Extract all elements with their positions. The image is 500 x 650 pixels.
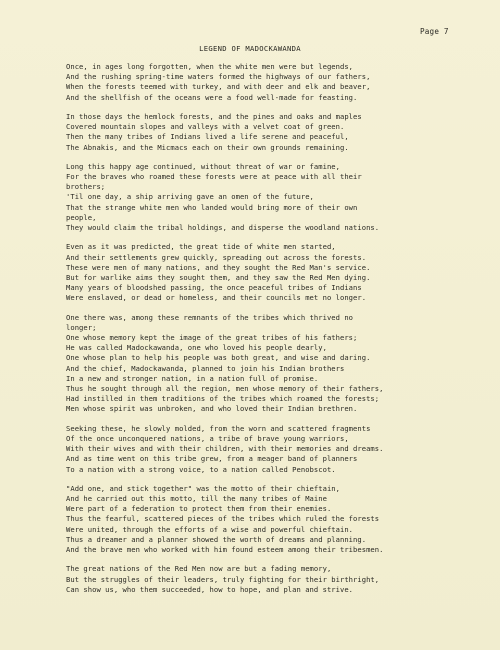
poem-line: These were men of many nations, and they sought the Red Man's service.: [66, 262, 371, 272]
poem-line: longer;: [66, 322, 97, 332]
poem-line: And the shellfish of the oceans were a food well-made for feasting.: [66, 92, 358, 102]
poem-line: One whose plan to help his people was both great, and wise and daring.: [66, 353, 371, 363]
poem-line: Once, in ages long forgotten, when the white men were but legends,: [66, 62, 354, 71]
poem-line: But for warlike aims they sought them, and they saw the Red Men dying.: [66, 272, 371, 282]
poem-line: Thus a dreamer and a planner showed the worth of dreams and planning.: [66, 534, 367, 544]
poem-body: [66, 62, 496, 604]
stanza: [66, 162, 496, 233]
poem-line: Thus he sought through all the region, men whose memory of their fathers,: [66, 384, 384, 393]
poem-line: Were part of a federation to protect them from their enemies.: [66, 504, 332, 514]
poem-line: The great nations of the Red Men now are but a fading memory,: [66, 564, 332, 574]
poem-line: Thus the fearful, scattered pieces of the tribes which ruled the forests: [66, 514, 380, 524]
stanza: [66, 424, 496, 475]
poem-line: And the brave men who worked with him found esteem among their tribesmen.: [66, 545, 384, 554]
poem-line: One whose memory kept the image of the great tribes of his fathers;: [66, 333, 358, 343]
poem-line: But the struggles of their leaders, truly fighting for their birthright,: [66, 574, 380, 584]
poem-line: And the rushing spring-time waters formed the highways of our fathers,: [66, 72, 371, 82]
page-number: Page 7: [420, 27, 449, 36]
poem-line: When the forests teemed with turkey, and with deer and elk and beaver,: [66, 82, 371, 92]
poem-line: The Abnakis, and the Micmacs each on their own grounds remaining.: [66, 142, 349, 152]
poem-line: "Add one, and stick together" was the motto of their chieftain,: [66, 483, 340, 493]
stanza: [66, 112, 496, 153]
poem-line: That the strange white men who landed would bring more of their own: [66, 202, 358, 212]
poem-line: He was called Madockawanda, one who loved his people dearly,: [66, 343, 327, 353]
stanza: [66, 242, 496, 303]
stanza: [66, 564, 496, 595]
poem-line: Had instilled in them traditions of the tribes which roamed the forests;: [66, 394, 380, 404]
poem-line: They would claim the tribal holdings, and disperse the woodland nations.: [66, 223, 380, 232]
poem-line: Were enslaved, or dead or homeless, and their councils met no longer.: [66, 293, 367, 303]
poem-line: people,: [66, 212, 97, 222]
poem-line: 'Til one day, a ship arriving gave an omen of the future,: [66, 192, 314, 202]
stanza: [66, 484, 496, 555]
poem-line: In a new and stronger nation, in a nation full of promise.: [66, 373, 319, 383]
poem-title: LEGEND OF MADOCKAWANDA: [199, 44, 301, 53]
poem-line: With their wives and with their children, with their memories and dreams.: [66, 444, 384, 454]
poem-line: Covered mountain slopes and valleys with a velvet coat of green.: [66, 122, 345, 132]
poem-line: Many years of bloodshed passing, the once peaceful tribes of Indians: [66, 283, 362, 293]
poem-line: And as time went on this tribe grew, from a meager band of planners: [66, 454, 358, 464]
poem-line: Long this happy age continued, without threat of war or famine,: [66, 161, 340, 171]
poem-line: And he carried out this motto, till the many tribes of Maine: [66, 494, 327, 504]
poem-line: Were united, through the efforts of a wise and powerful chieftain.: [66, 524, 354, 534]
poem-line: Then the many tribes of Indians lived a life serene and peaceful,: [66, 132, 349, 142]
poem-line: One there was, among these remnants of the tribes which thrived no: [66, 312, 354, 322]
poem-line: For the braves who roamed these forests were at peace with all their: [66, 172, 362, 182]
stanza: [66, 313, 496, 415]
poem-line: Men whose spirit was unbroken, and who loved their Indian brethren.: [66, 404, 358, 414]
poem-line: brothers;: [66, 182, 106, 192]
poem-line: In those days the hemlock forests, and the pines and oaks and maples: [66, 111, 362, 121]
poem-line: Of the once unconquered nations, a tribe of brave young warriors,: [66, 433, 349, 443]
poem-line: Seeking these, he slowly molded, from the worn and scattered fragments: [66, 423, 371, 433]
stanza: [66, 62, 496, 103]
poem-line: Even as it was predicted, the great tide of white men started,: [66, 242, 336, 252]
poem-line: To a nation with a strong voice, to a nation called Penobscot.: [66, 464, 336, 474]
poem-line: Can show us, who them succeeded, how to hope, and plan and strive.: [66, 584, 354, 594]
poem-line: And the chief, Madockawanda, planned to join his Indian brothers: [66, 363, 345, 373]
poem-line: And their settlements grew quickly, spreading out across the forests.: [66, 252, 367, 262]
